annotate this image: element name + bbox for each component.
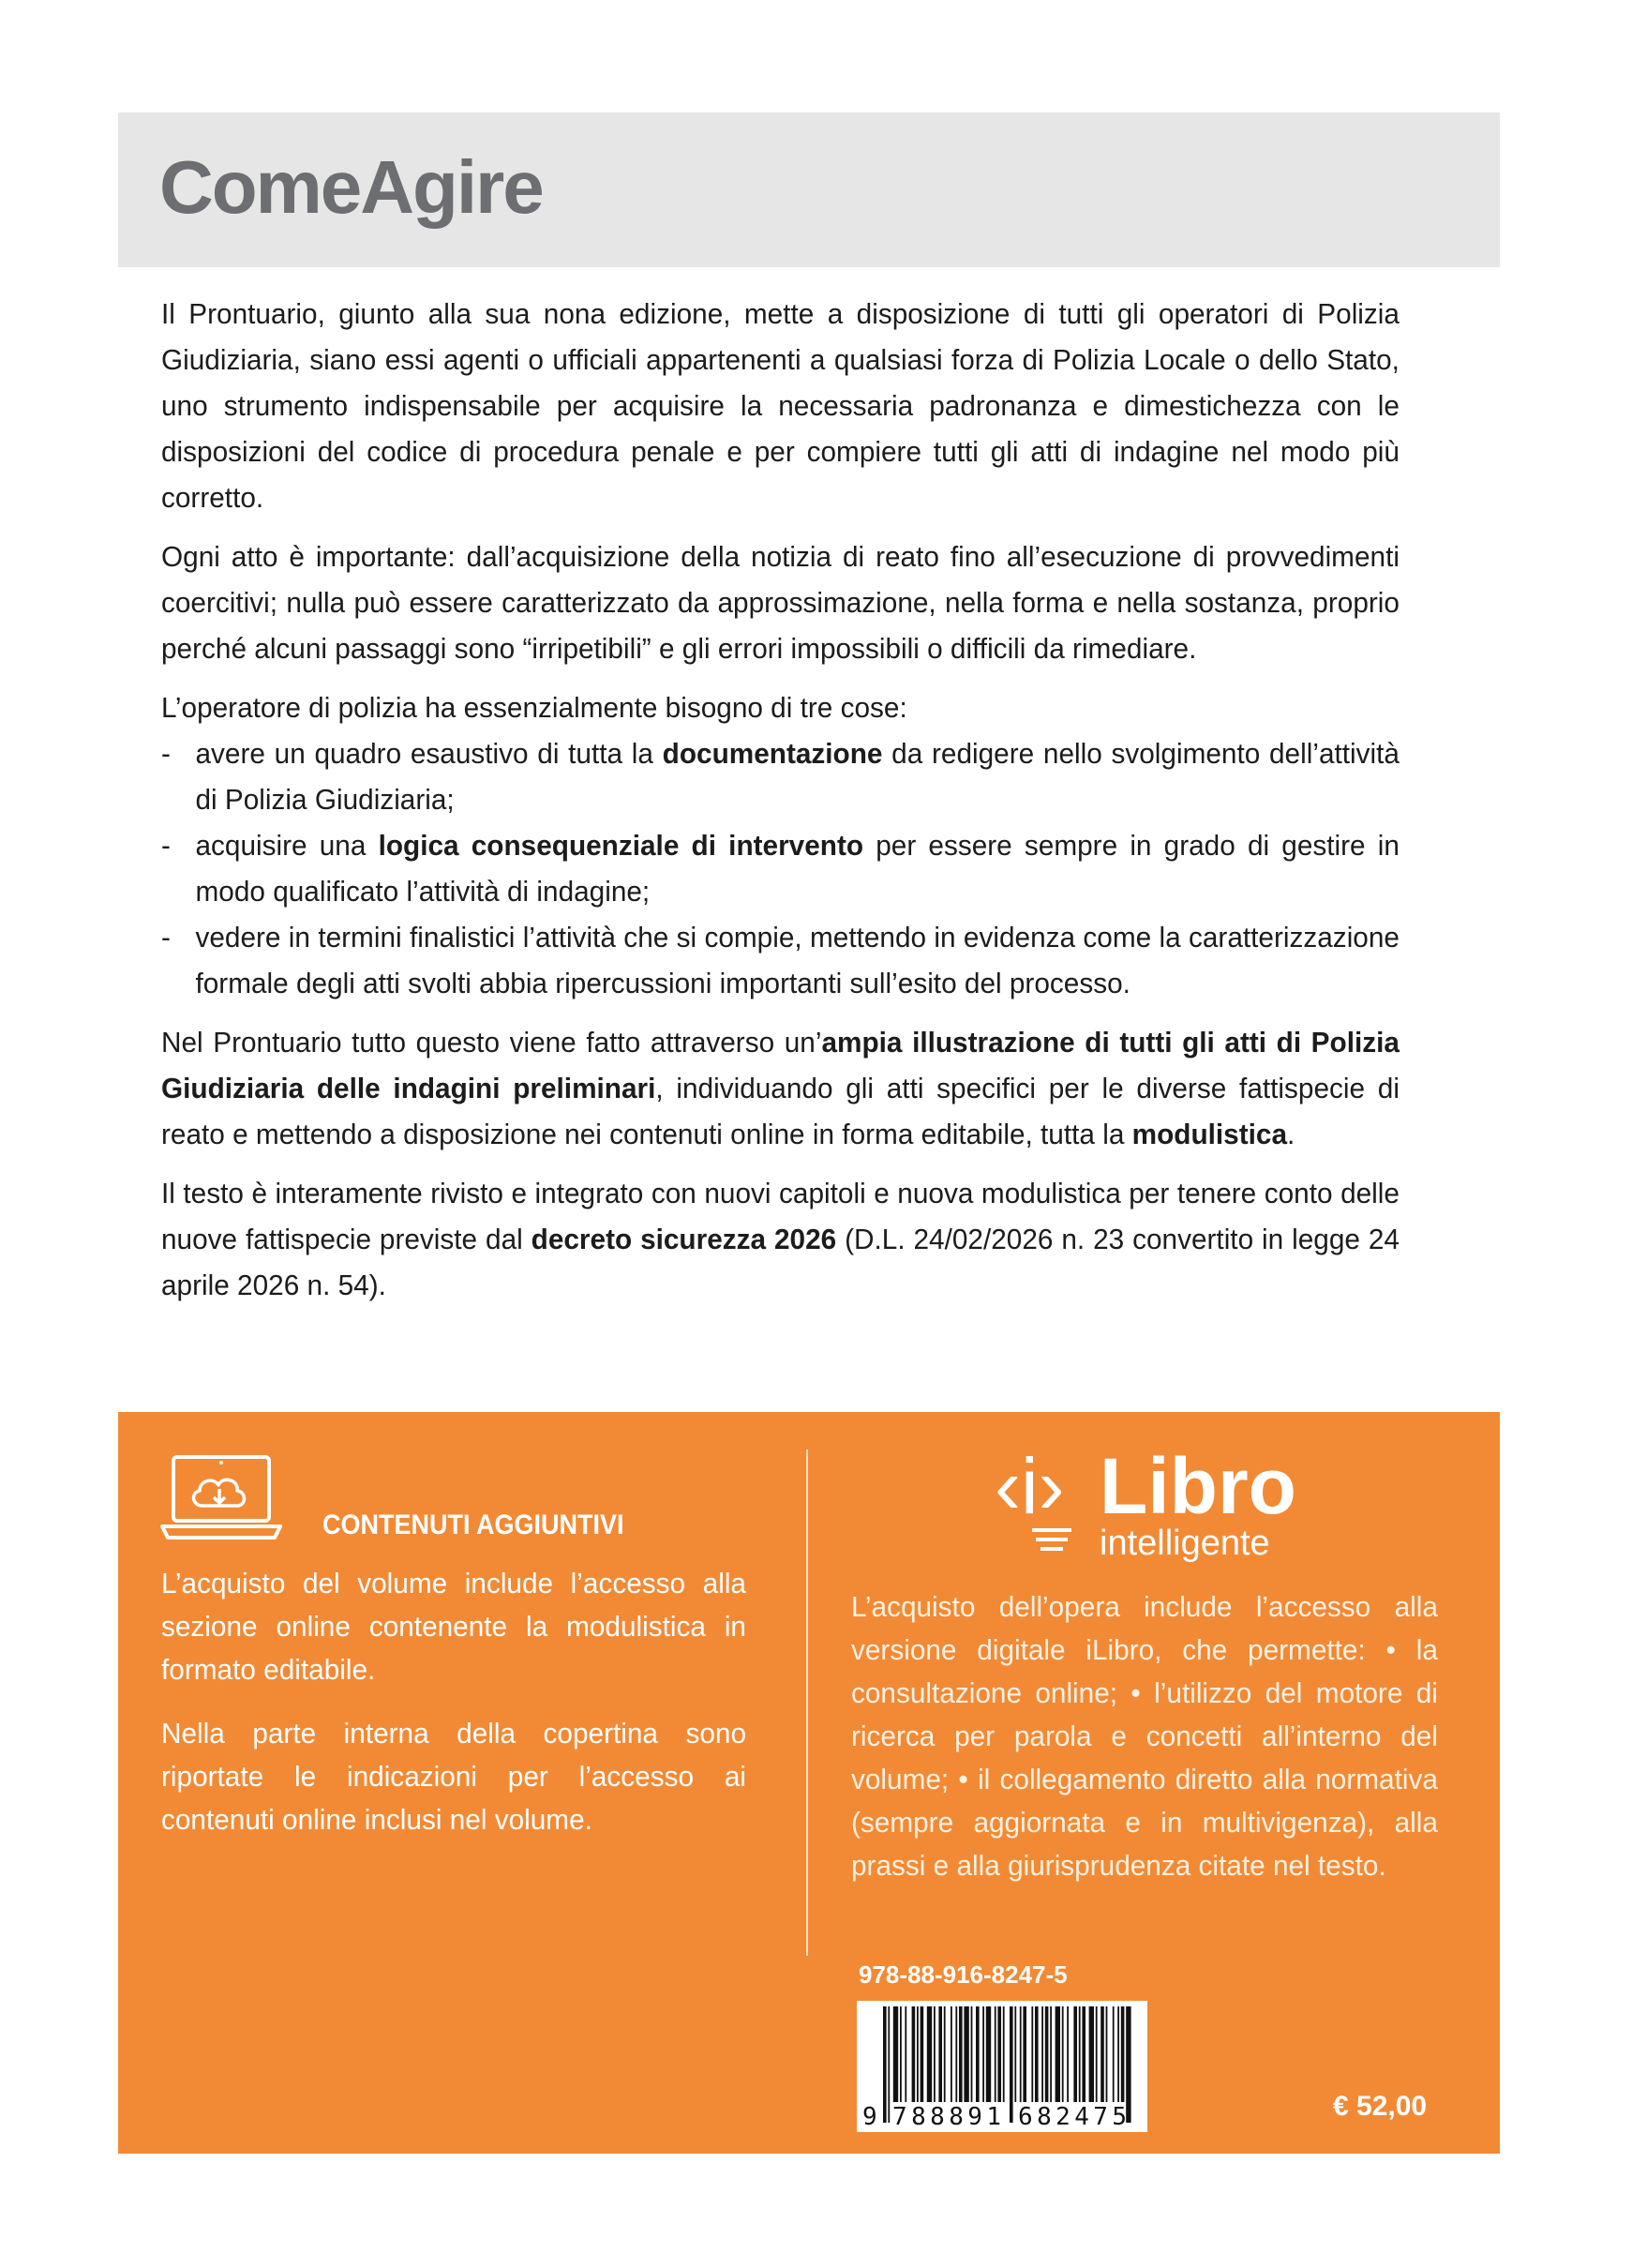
extra-content-text [161, 1562, 746, 1862]
ilibro-logo-word: Libro [1100, 1442, 1296, 1530]
list-item: - acquisire una logica consequenziale di intervento per essere sempre in grado di gestire in modo qualificato l’attività di indagine; [161, 829, 1400, 908]
barcode-digits-left: 788891 [892, 2103, 1001, 2131]
ilibro-text [851, 1585, 1438, 1887]
barcode-icon [857, 2001, 1147, 2132]
ilibro-paragraph: L’acquisto dell’opera include l’accesso alla versione digitale iLibro, che permette: • la consultazione online; • l’utilizzo del motore di ricerca per parola e concetti all’interno del volume; • il collegamento diretto alla normativa (sempre aggiornata e in multivigenza), alla prassi e alla giurisprudenza citate nel testo. [851, 1590, 1438, 1882]
intro-paragraph-1: Il Prontuario, giunto alla sua nona edizione, mette a disposizione di tutti gli operatori di Polizia Giudiziaria, siano essi agenti o ufficiali appartenenti a qualsiasi forza di Polizia Locale o dello Stato, uno strumento indispensabile per acquisire la necessaria padronanza e dimestichezza con le disposizioni del codice di procedura penale e per compiere tutti gli atti di indagine nel modo più corretto. [161, 297, 1400, 514]
info-panel [118, 1412, 1500, 2154]
intro-paragraph-2: Ogni atto è importante: dall’acquisizione della notizia di reato fino all’esecuzione di provvedimenti coercitivi; nulla può essere caratterizzato da approssimazione, nella forma e nella sostanza, proprio perché alcuni passaggi sono “irripetibili” e gli errori impossibili o difficili da rimediare. [161, 540, 1400, 665]
column-divider [806, 1449, 808, 1956]
intro-paragraph-5: Il testo è interamente rivisto e integrato con nuovi capitoli e nuova modulistica per tenere conto delle nuove fattispecie previste dal decreto sicurezza 2026 (D.L. 24/02/2026 n. 23 convertito in legge 24 aprile 2026 n. 54). [161, 1177, 1400, 1301]
ilibro-logo [995, 1440, 1304, 1581]
list-item: - vedere in termini finalistici l’attività che si compie, mettendo in evidenza come la caratterizzazione formale degli atti svolti abbia ripercussioni importanti sull’esito del processo. [161, 921, 1400, 999]
description [161, 291, 1400, 1321]
needs-list [161, 730, 1400, 1006]
barcode-digit-first: 9 [862, 2103, 877, 2131]
list-item: - avere un quadro esaustivo di tutta la documentazione da redigere nello svolgimento dell’attività di Polizia Giudiziaria; [161, 737, 1400, 816]
laptop-cloud-download-icon [160, 1451, 282, 1545]
header-band [118, 113, 1500, 267]
extra-content-heading: CONTENUTI AGGIUNTIVI [322, 1509, 624, 1540]
extra-paragraph-2: Nella parte interna della copertina sono riportate le indicazioni per l’accesso ai contenuti online inclusi nel volume. [161, 1717, 746, 1836]
barcode-digits-right: 682475 [1018, 2103, 1127, 2131]
intro-paragraph-4: Nel Prontuario tutto questo viene fatto attraverso un’ampia illustrazione di tutti gli atti di Polizia Giudiziaria delle indagini preliminari, individuando gli atti specifici per le diverse fattispecie di reato e mettendo a disposizione nei contenuti online in forma editabile, tutta la modulistica. [161, 1026, 1400, 1150]
extra-paragraph-1: L’acquisto del volume include l’accesso alla sezione online contenente la modulistica in formato editabile. [161, 1567, 746, 1686]
series-title: ComeAgire [159, 145, 543, 229]
price: € 52,00 [1333, 2091, 1428, 2122]
ilibro-logo-subtitle: intelligente [1100, 1524, 1270, 1563]
isbn: 978-88-916-8247-5 [859, 1960, 1068, 1989]
intro-paragraph-3: L’operatore di polizia ha essenzialmente bisogno di tre cose: [161, 691, 907, 724]
ilibro-logo-brackets: ‹i› [995, 1442, 1065, 1530]
